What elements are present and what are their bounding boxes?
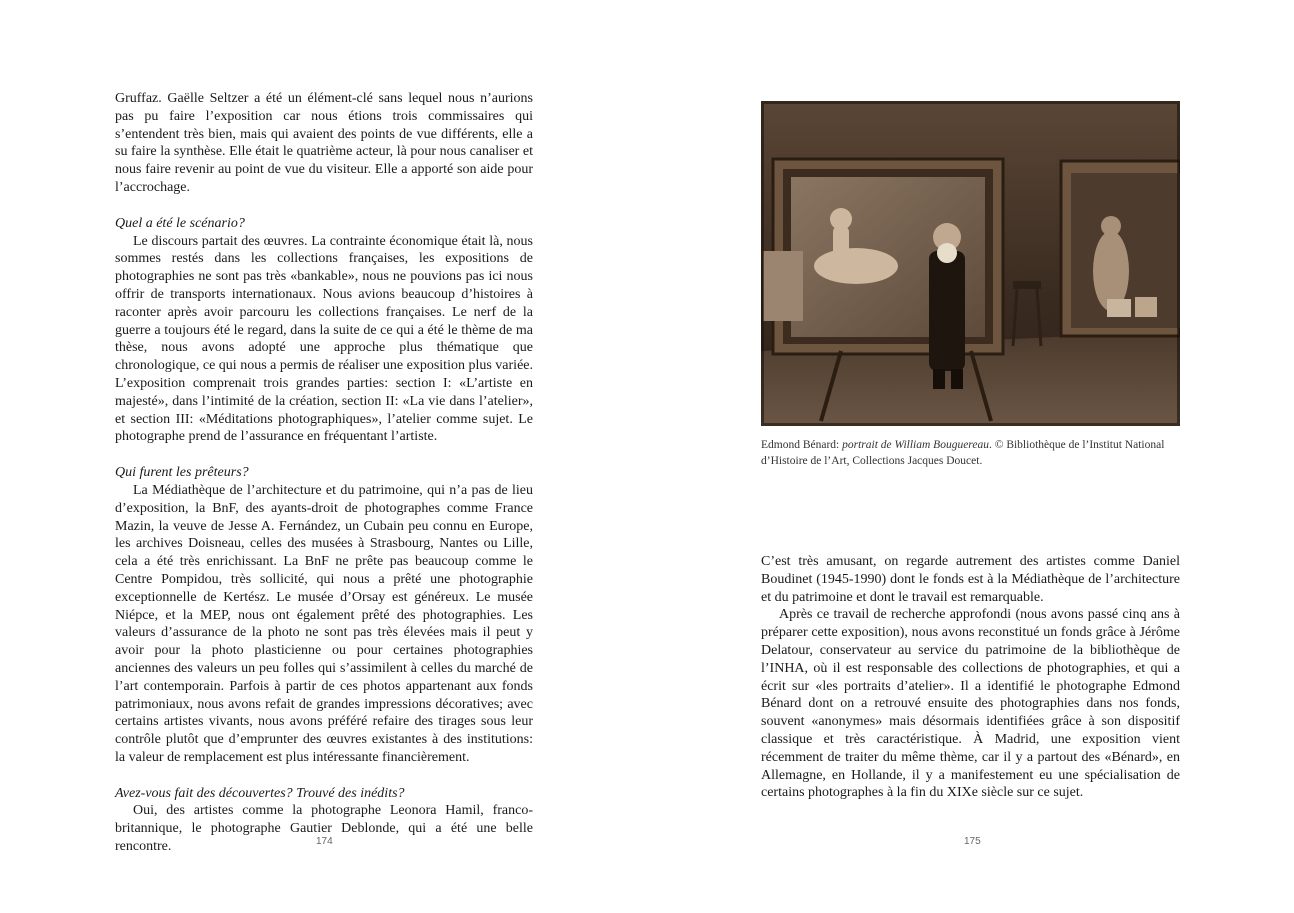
paragraph: La Médiathèque de l’architecture et du patrimoine, qui n’a pas de lieu d’exposition, la BnF, des ayants-droit de photographes comme France Mazin, la veuve de Jesse A. Fernández, un Cubain peu connu en Europe, les archives Doisneau, celles des musées à Strasbourg, Nantes ou Lille, cela a été très enrichissant. La BnF ne prête pas beaucoup comme le Centre Pompidou, très sollicité, qui nous a prêté une photographie exceptionnelle de Kertész. Le musée d’Orsay est généreux. Le musée Niépce, et la MEP, nous ont également prêté des photographies. Les valeurs d’assurance de la photo ne sont pas très élevées mais il peut y avoir pour la photo plasticienne ou pour certaines photographies anciennes des valeurs un peu folles qui s’assimilent à celles du marché de l’art contemporain. Parfois à partir de ces photos appartenant aux fonds patrimoniaux, nous avons refait de grandes impressions décoratives; avec certains artistes vivants, nous avons préféré refaire des tirages sous leur contrôle plutôt que d’emprunter des œuvres existantes à des institutions: la valeur de remplacement est plus intéressante financièrement. (115, 482, 533, 765)
figure-caption (761, 438, 1181, 469)
interview-question: Quel a été le scénario? (115, 215, 245, 231)
paragraph: Après ce travail de recherche approfondi (nous avons passé cinq ans à préparer cette exposition), nous avons reconstitué un fonds grâce à Jérôme Delatour, conservateur au service du patrimoine de la bibliothèque de l’INHA, où il est responsable des collections de photographies, et qui a écrit sur «les portraits d’atelier». Il a identifié le photographe Edmond Bénard dont on a retrouvé ensuite des photographies dans nos fonds, souvent «anonymes» mais désormais identifiées grâce à son dispositif classique et très caractéristique. À Madrid, une exposition vient récemment de traiter du même thème, car il y a partout des «Bénard», en Allemagne, en Hollande, il y a manifestement eu une spécialisation de certains photographes à la fin du XIXe siècle sur ce sujet. (761, 607, 1180, 801)
right-page-text (761, 553, 1180, 802)
caption-author: Edmond Bénard: (761, 439, 843, 451)
interview-question: Qui furent les prêteurs? (115, 465, 249, 481)
page-number: 174 (316, 836, 333, 847)
page-number: 175 (964, 836, 981, 847)
left-page-text (115, 90, 533, 856)
paragraph: Gruffaz. Gaëlle Seltzer a été un élément-clé sans lequel nous n’aurions pas pu faire l’exposition car nous étions trois commissaires qui s’entendent très bien, mais qui avaient des points de vue différents, elle a su faire la synthèse. Elle était le quatrième acteur, là pour nous canaliser et nous faire revenir au point de vue du visiteur. Elle a apporté son aide pour l’accrochage. (115, 91, 533, 195)
interview-question: Avez-vous fait des découvertes? Trouvé des inédits? (115, 785, 405, 801)
paragraph: C’est très amusant, on regarde autrement des artistes comme Daniel Boudinet (1945-1990) dont le fonds est à la Médiathèque de l’architecture et du patrimoine et dont le travail est remarquable. (761, 554, 1180, 605)
photograph-bouguereau-studio (761, 101, 1180, 426)
paragraph: Le discours partait des œuvres. La contrainte économique était là, nous sommes restés dans les collections françaises, les expositions de photographies ne sont pas très «bankable», nous ne pouvions pas ici nous offrir de transports internationaux. Nous avions beaucoup d’histoires à raconter après avoir parcouru les collections françaises. Le nerf de la guerre a toujours été le regard, dans la suite de ce qui a été le thème de ma thèse, nous avons adopté une approche plus thématique que chronologique, ce qui nous a permis de réaliser une exposition plus variée. L’exposition comprenait trois grandes parties: section I: «L’artiste en majesté», dans l’intimité de la création, section II: «La vie dans l’atelier», et section III: «Méditations photographiques», l’atelier comme sujet. Le photographe prend de l’assurance en fréquentant l’artiste. (115, 233, 533, 445)
caption-credit: . © Bibliothèque de l’Institut National d’Histoire de l’Art, Collections Jacques Doucet. (761, 439, 1165, 467)
sepia-photo-illustration (761, 101, 1180, 426)
caption-title: portrait de William Bouguereau (842, 439, 989, 451)
paragraph: Oui, des artistes comme la photographe Leonora Hamil, franco-britannique, le photographe Gautier Deblonde, qui a été une belle rencontre. (115, 803, 533, 855)
right-page (647, 0, 1294, 913)
